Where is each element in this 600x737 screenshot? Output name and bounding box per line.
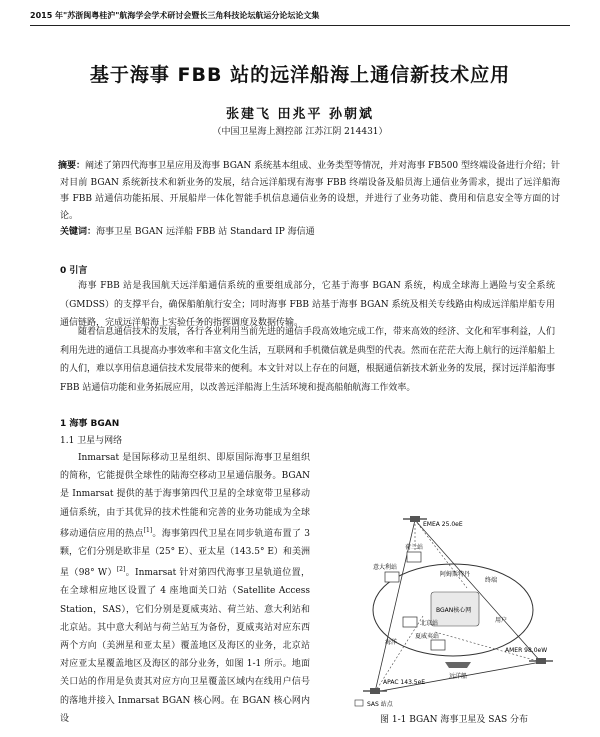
label-hawaii: 夏威夷站 (415, 633, 440, 640)
section-0-paragraph-1: 海事 FBB 站是我国航天远洋船通信系统的重要组成部分，它基于海事 BGAN 系统，构成全球海上遇险与安全系统（GMDSS）的支撑平台，确保船舶航行安全；同时海事 FBB 站基于海事 BGAN 系统及相关专线路由构成远洋船岸船专用通信链路，完成远洋船海上实验任务的指挥调度及数据传输。 (60, 281, 555, 328)
label-amer: AMER 98.0eW (505, 647, 548, 654)
section-0-heading: 0 引言 (60, 266, 88, 276)
abstract-text: 阐述了第四代海事卫星应用及海事 BGAN 系统基本组成、业务类型等情况，并对海事 FB500 型终端设备进行介绍；针对目前 BGAN 系统新技术和新业务的发展，结合远洋船现有海事 FBB 终端设备及船员海上通信业务需求，提出了远洋船海事 FBB 站通信功能拓展、开展船岸一体化智能手机信息通信业务的设想，并进行了业务功能、费用和信息安全等方面的讨论。 (60, 161, 560, 221)
label-core: BGAN核心网 (436, 607, 472, 614)
running-head: 2015 年"苏浙闽粤桂沪"航海学会学术研讨会暨长三角科技论坛航运分论坛论文集 (30, 10, 570, 26)
label-backbone: 阿姆斯特丹 (440, 571, 471, 578)
reference-2: [2] (116, 566, 126, 574)
p1-part-c: 。Inmarsat 针对第四代海事卫星轨道位置，在全球相应地区设置了 4 座地面关口站（Satellite Access Station，SAS），它们分别是夏威夷站、荷兰站、意大利站和北京站。其中意大利站与荷兰站互为备份，夏威夷站对应东西两个方向（美洲星和亚太星）覆盖地区及海区的业务，北京站对应亚太星覆盖地区及海区的部分业务，如图 1-1 所示。地面关口站的作用是负责其对应方向卫星覆盖区域内在线用户信号的落地并接入 Inmarsat BGAN 核心网。在 BGAN 核心网内设 (60, 568, 310, 724)
reference-1: [1] (143, 526, 153, 534)
ship-icon (445, 662, 471, 668)
abstract (60, 158, 560, 224)
label-user: 用户 (495, 617, 508, 624)
sas-hawaii-icon (431, 640, 445, 650)
label-emea: EMEA 25.0eE (423, 521, 463, 528)
subsection-1-1-heading: 1.1 卫星与网络 (60, 436, 123, 446)
authors: 张建飞 田兆平 孙朝斌 (225, 107, 375, 122)
sas-beijing-icon (403, 617, 417, 627)
figure-caption: 图 1-1 BGAN 海事卫星及 SAS 分布 (380, 715, 528, 725)
satellite-apac-icon (363, 688, 387, 694)
keywords (60, 225, 560, 239)
p1-part-a: Inmarsat 是国际移动卫星组织、即原国际海事卫星组织的简称，它能提供全球性的陆海空移动卫星通信服务。BGAN 是 Inmarsat 提供的基于海事第四代卫星的全球宽带卫星移动通信系统，由于其优异的技术性能和完善的业务功能成为全球移动通信应用的热点 (60, 453, 310, 539)
sas-netherlands-icon (407, 552, 421, 562)
abstract-label: 摘要： (58, 161, 86, 171)
label-ship: 远洋船 (449, 673, 468, 680)
label-beijing: 北京站 (420, 620, 439, 627)
section-1-paragraph-1 (60, 449, 310, 728)
keywords-text: 海事卫星 BGAN 远洋船 FBB 站 Standard IP 海信通 (96, 227, 315, 237)
legend-sas-icon (355, 700, 363, 706)
paper-title: 基于海事 FBB 站的远洋船海上通信新技术应用 (89, 64, 511, 86)
section-0-paragraph-2: 随着信息通信技术的发展，各行各业利用当前先进的通信手段高效地完成工作，带来高效的经济、文化和军事利益，人们利用先进的通信工具提高办事效率和丰富文化生活，互联网和手机微信就是典型的代表。然而在茫茫大海上航行的远洋船船上的人们，难以享用信息通信技术发展带来的便利。本文针对以上存在的问题，根据通信新技术新业务的发展，探讨远洋船海事 FBB 站通信功能和业务拓展应用，以改善远洋船海上生活环境和提高船舶航海工作效率。 (60, 327, 556, 393)
legend-sas-label: SAS 站点 (367, 701, 393, 708)
label-italy: 意大利站 (373, 564, 398, 571)
label-netherlands: 荷兰站 (405, 544, 424, 551)
label-terminal: 终端 (485, 577, 498, 584)
affiliation: （中国卫星海上测控部 江苏江阴 214431） (212, 127, 388, 137)
satellite-amer-icon (529, 658, 553, 664)
label-ocean: 海洋 (385, 639, 398, 646)
figure-bgan-diagram (345, 512, 565, 712)
p1-part-b: 。海事第四代卫星在同步轨道布置了 3 颗，它们分别是欧非星（25° E）、亚太星（143.5° E）和美洲星（98° W） (60, 528, 310, 579)
label-apac: APAC 143.5eE (383, 679, 426, 686)
keywords-label: 关键词： (60, 227, 97, 237)
sas-italy-icon (385, 572, 399, 582)
section-1-heading: 1 海事 BGAN (60, 419, 120, 429)
